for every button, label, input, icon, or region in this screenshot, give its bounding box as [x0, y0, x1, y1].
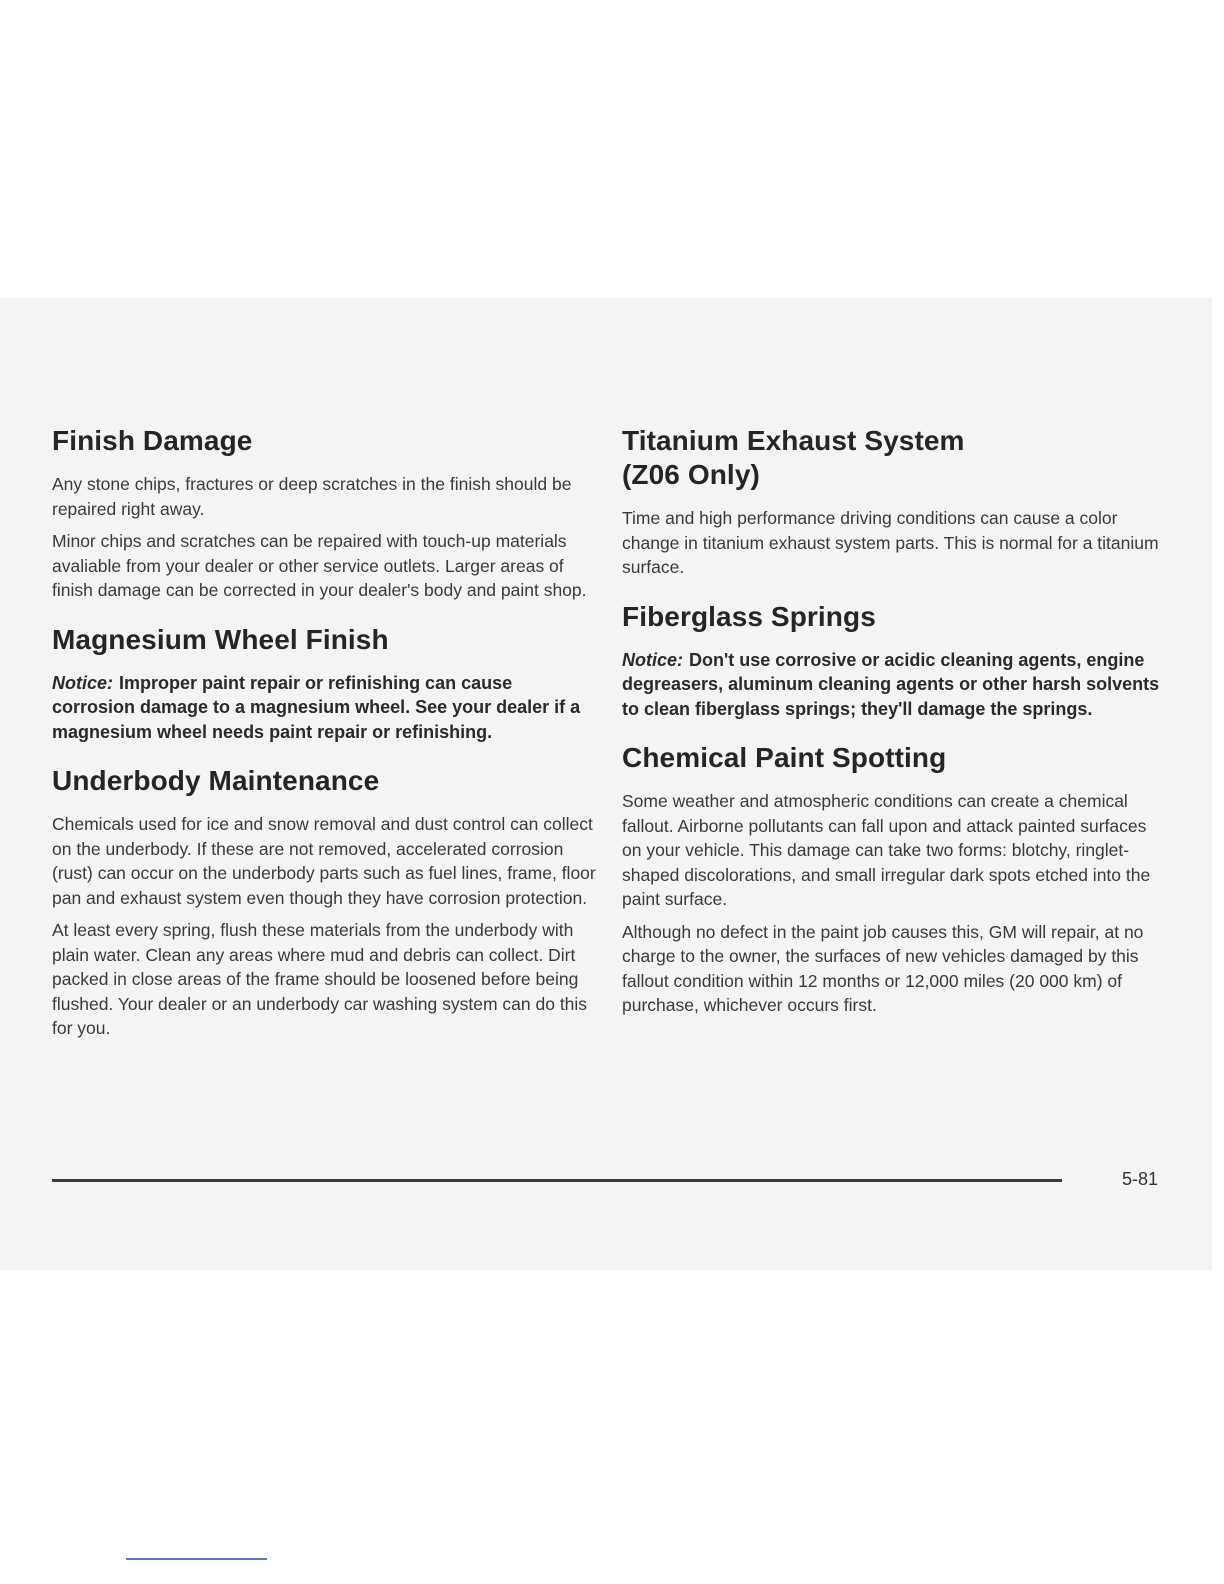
- underbody-maintenance-heading: Underbody Maintenance: [52, 765, 380, 796]
- magnesium-wheel-heading: Magnesium Wheel Finish: [52, 623, 389, 655]
- finish-damage-paragraph-1: Any stone chips, fractures or deep scratches in the finish should be repaired right away.: [52, 474, 572, 519]
- finish-damage-heading: Finish Damage: [52, 425, 253, 456]
- titanium-exhaust-heading: [622, 424, 1170, 492]
- magnesium-wheel-notice: [52, 671, 597, 745]
- notice-text: Don't use corrosive or acidic cleaning agents, engine degreasers, aluminum cleaning agents or other harsh solvents to clean fiberglass springs; they'll damage the springs.: [622, 649, 1160, 719]
- notice-label: Notice:: [52, 672, 114, 693]
- chemical-paint-spotting-heading: Chemical Paint Spotting: [622, 742, 947, 773]
- right-column: [622, 424, 1170, 1018]
- titanium-heading-line-1: Titanium Exhaust System: [622, 425, 965, 456]
- titanium-heading-line-2: (Z06 Only): [622, 459, 760, 490]
- underbody-paragraph-2: At least every spring, flush these materials from the underbody with plain water. Clean any areas where mud and debris can collect. Dirt packed in close areas of the frame should be loosened before being flushed. Your dealer or an underbody car washing system can do this for you.: [52, 920, 588, 1038]
- titanium-paragraph: Time and high performance driving conditions can cause a color change in titanium exhaust system parts. This is normal for a titanium surface.: [622, 508, 1159, 577]
- notice-label: Notice:: [622, 649, 684, 670]
- fiberglass-notice: [622, 648, 1170, 722]
- footer-rule: [52, 1179, 1062, 1182]
- page-number: 5-81: [1121, 1169, 1158, 1189]
- chemical-paragraph-1: Some weather and atmospheric conditions can create a chemical fallout. Airborne pollutants can fall upon and attack painted surfaces on your vehicle. This damage can take two forms: blotchy, ringlet-shaped discolorations, and small irregular dark spots etched into the paint surface.: [622, 791, 1151, 909]
- underbody-paragraph-1: Chemicals used for ice and snow removal and dust control can collect on the underbody. If these are not removed, accelerated corrosion (rust) can occur on the underbody parts such as fuel lines, frame, floor pan and exhaust system even though they have corrosion protection.: [52, 814, 596, 908]
- bottom-divider: [126, 1558, 267, 1560]
- fiberglass-springs-heading: Fiberglass Springs: [622, 600, 876, 632]
- chemical-paragraph-2: Although no defect in the paint job causes this, GM will repair, at no charge to the owner, the surfaces of new vehicles damaged by this fallout condition within 12 months or 12,000 miles (20 000 km) of purchase, whichever occurs first.: [622, 921, 1144, 1015]
- notice-text: Improper paint repair or refinishing can cause corrosion damage to a magnesium wheel. See your dealer if a magnesium wheel needs paint repair or refinishing.: [52, 672, 581, 742]
- left-column: [52, 424, 597, 1041]
- finish-damage-paragraph-2: Minor chips and scratches can be repaired with touch-up materials avaliable from your dealer or other service outlets. Larger areas of finish damage can be corrected in your dealer's body and paint shop.: [52, 531, 587, 600]
